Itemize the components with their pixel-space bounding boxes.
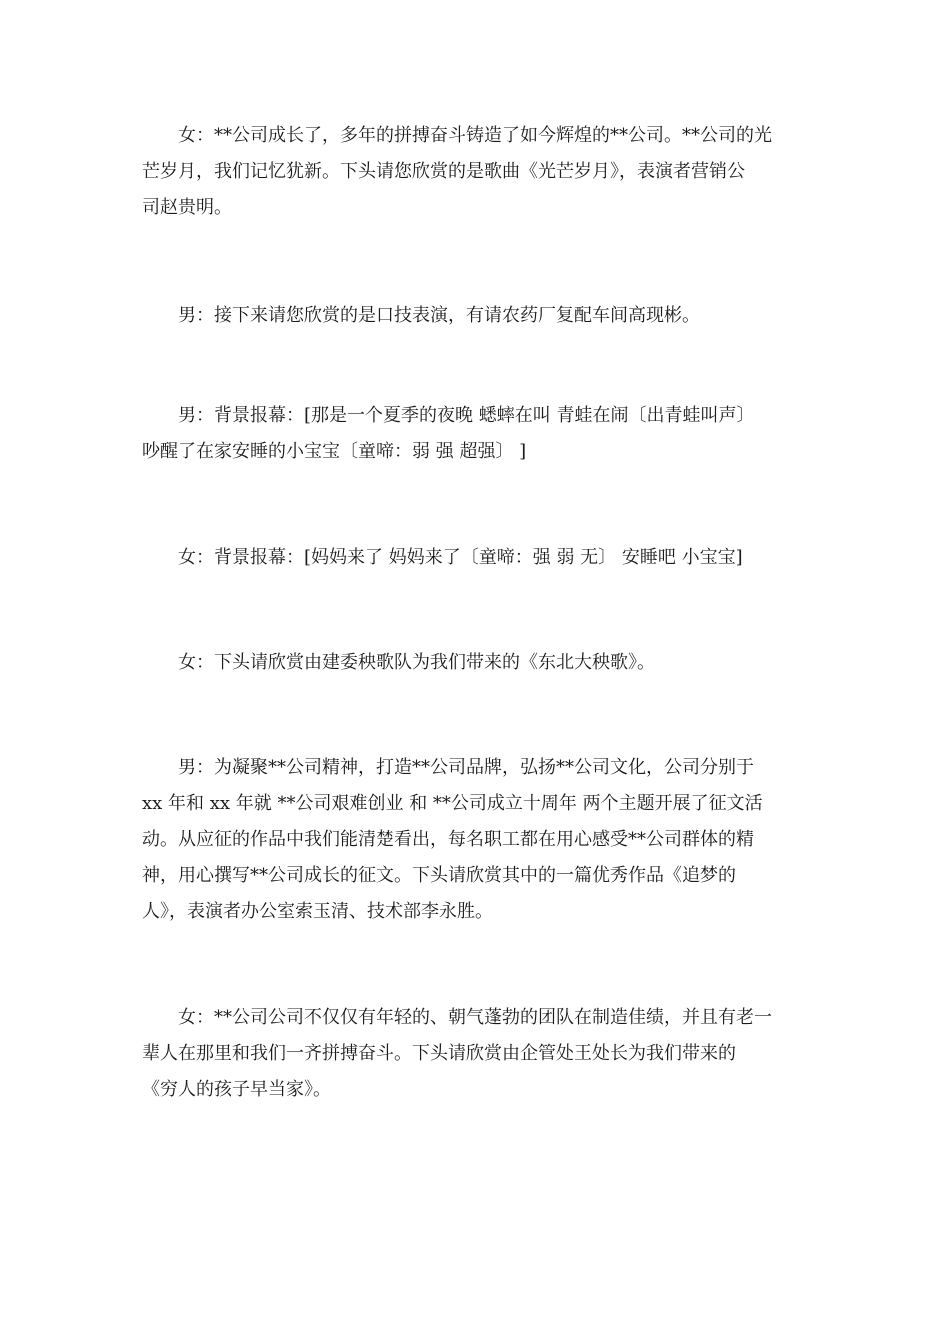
paragraph-1 — [142, 118, 812, 226]
paragraph-line: 辈人在那里和我们一齐拼搏奋斗。下头请欣赏由企管处王处长为我们带来的 — [142, 1043, 736, 1064]
paragraph-line: 芒岁月，我们记忆犹新。下头请您欣赏的是歌曲《光芒岁月》，表演者营销公 — [142, 161, 745, 182]
paragraph-line: xx 年和 xx 年就 **公司艰难创业 和 **公司成立十周年 两个主题开展了征文活 — [142, 793, 763, 814]
paragraph-line: 《穷人的孩子早当家》。 — [142, 1079, 331, 1100]
paragraph-2 — [142, 298, 812, 334]
paragraph-5 — [142, 645, 812, 681]
paragraph-line: 男：背景报幕：[那是一个夏季的夜晚 蟋蟀在叫 青蛙在闹〔出青蛙叫声〕 — [178, 405, 755, 426]
paragraph-6 — [142, 750, 812, 930]
paragraph-line: 女：背景报幕：[妈妈来了 妈妈来了〔童啼：强 弱 无〕 安睡吧 小宝宝] — [178, 547, 743, 568]
paragraph-line: 吵醒了在家安睡的小宝宝〔童啼：弱 强 超强〕 ] — [142, 441, 527, 462]
paragraph-line: 男：为凝聚**公司精神，打造**公司品牌，弘扬**公司文化，公司分别于 — [178, 757, 754, 778]
paragraph-line: 人》，表演者办公室索玉清、技术部李永胜。 — [142, 901, 493, 922]
paragraph-7 — [142, 1000, 812, 1108]
paragraph-line: 神，用心撰写**公司成长的征文。下头请欣赏其中的一篇优秀作品《追梦的 — [142, 865, 736, 886]
paragraph-line: 司赵贵明。 — [142, 197, 232, 218]
paragraph-line: 女：下头请欣赏由建委秧歌队为我们带来的《东北大秧歌》。 — [178, 652, 655, 673]
paragraph-4 — [142, 540, 812, 576]
paragraph-line: 女：**公司公司不仅仅有年轻的、朝气蓬勃的团队在制造佳绩，并且有老一 — [178, 1007, 772, 1028]
paragraph-line: 男：接下来请您欣赏的是口技表演，有请农药厂复配车间高现彬。 — [178, 305, 700, 326]
paragraph-3 — [142, 398, 812, 470]
paragraph-line: 女：**公司成长了，多年的拼搏奋斗铸造了如今辉煌的**公司。**公司的光 — [178, 125, 772, 146]
paragraph-line: 动。从应征的作品中我们能清楚看出，每名职工都在用心感受**公司群体的精 — [142, 829, 754, 850]
